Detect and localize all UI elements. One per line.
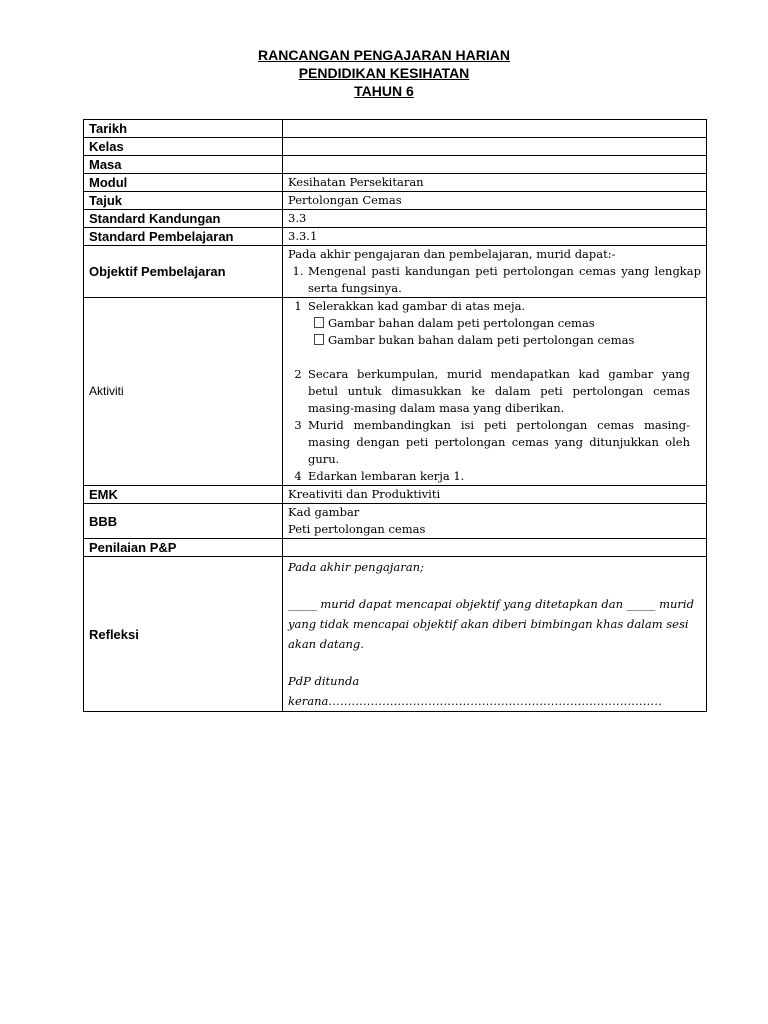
lesson-plan-table: [83, 119, 707, 712]
label-standard-kandungan: Standard Kandungan: [84, 210, 283, 228]
aktiviti-item-2: Secara berkumpulan, murid mendapatkan kad gambar yang betul untuk dimasukkan ke dalam peti pertolongan cemas masing-masing dalam masa yang diberikan.: [308, 367, 690, 415]
list-number: 2: [294, 367, 302, 381]
list-number: 1: [294, 299, 302, 313]
checkbox-icon: [314, 317, 324, 328]
label-modul: Modul: [84, 174, 283, 192]
label-tajuk: Tajuk: [84, 192, 283, 210]
value-bbb: [283, 504, 707, 539]
list-number: 4: [294, 469, 302, 483]
label-standard-pembelajaran: Standard Pembelajaran: [84, 228, 283, 246]
list-item: [288, 298, 690, 315]
label-penilaian: Penilaian P&P: [84, 539, 283, 557]
value-kelas[interactable]: [283, 138, 707, 156]
spacer: [288, 654, 701, 671]
list-item: [288, 468, 690, 485]
label-refleksi: Refleksi: [84, 557, 283, 712]
value-modul: Kesihatan Persekitaran: [283, 174, 707, 192]
aktiviti-subitem-2: [288, 332, 690, 349]
value-objektif: [283, 246, 707, 298]
label-tarikh: Tarikh: [84, 120, 283, 138]
document-header: [0, 46, 768, 100]
objektif-list: [288, 263, 701, 297]
bbb-line-2: Peti pertolongan cemas: [288, 522, 426, 536]
aktiviti-item-4: Edarkan lembaran kerja 1.: [308, 469, 465, 483]
value-penilaian[interactable]: [283, 539, 707, 557]
row-bbb: [84, 504, 707, 539]
label-bbb: BBB: [84, 504, 283, 539]
row-emk: [84, 486, 707, 504]
subitem-text: Gambar bahan dalam peti pertolongan cemas: [328, 316, 595, 330]
aktiviti-list: [288, 298, 690, 315]
row-modul: [84, 174, 707, 192]
aktiviti-list-cont: [288, 366, 690, 485]
objektif-item-1: Mengenal pasti kandungan peti pertolongan cemas yang lengkap serta fungsinya.: [308, 264, 701, 295]
value-refleksi[interactable]: [283, 557, 707, 712]
row-aktiviti: [84, 298, 707, 486]
list-item: [288, 263, 701, 297]
objektif-intro: Pada akhir pengajaran dan pembelajaran, murid dapat:-: [288, 247, 616, 261]
row-tarikh: [84, 120, 707, 138]
label-aktiviti: Aktiviti: [84, 298, 283, 486]
aktiviti-item-3: Murid membandingkan isi peti pertolongan cemas masing-masing dengan peti pertolongan cemas yang ditunjukkan oleh guru.: [308, 418, 690, 466]
value-tarikh[interactable]: [283, 120, 707, 138]
label-objektif: Objektif Pembelajaran: [84, 246, 283, 298]
row-penilaian: [84, 539, 707, 557]
row-kelas: [84, 138, 707, 156]
label-kelas: Kelas: [84, 138, 283, 156]
value-aktiviti: [283, 298, 707, 486]
row-standard-kandungan: [84, 210, 707, 228]
value-emk: Kreativiti dan Produktiviti: [283, 486, 707, 504]
row-refleksi: [84, 557, 707, 712]
value-standard-kandungan: 3.3: [283, 210, 707, 228]
header-subject: PENDIDIKAN KESIHATAN: [298, 65, 470, 81]
list-number: 1.: [292, 264, 304, 278]
header-year: TAHUN 6: [354, 83, 414, 99]
list-item: [288, 366, 690, 417]
list-number: 3: [294, 418, 302, 432]
list-item: [288, 417, 690, 468]
label-masa: Masa: [84, 156, 283, 174]
subitem-text: Gambar bukan bahan dalam peti pertolongan cemas: [328, 333, 635, 347]
refleksi-line-3: PdP ditunda: [288, 674, 360, 688]
row-tajuk: [84, 192, 707, 210]
bbb-line-1: Kad gambar: [288, 505, 360, 519]
spacer: [288, 577, 701, 594]
value-tajuk: Pertolongan Cemas: [283, 192, 707, 210]
refleksi-line-1: Pada akhir pengajaran;: [288, 560, 424, 574]
row-objektif: [84, 246, 707, 298]
aktiviti-item-1: Selerakkan kad gambar di atas meja.: [308, 299, 526, 313]
row-standard-pembelajaran: [84, 228, 707, 246]
value-masa[interactable]: [283, 156, 707, 174]
checkbox-icon: [314, 334, 324, 345]
value-standard-pembelajaran: 3.3.1: [283, 228, 707, 246]
row-masa: [84, 156, 707, 174]
header-title: RANCANGAN PENGAJARAN HARIAN: [257, 47, 510, 63]
spacer: [288, 349, 690, 366]
refleksi-line-4: kerana……………………………………………………………………………: [288, 694, 662, 708]
label-emk: EMK: [84, 486, 283, 504]
refleksi-line-2: _____ murid dapat mencapai objektif yang ditetapkan dan _____ murid yang tidak mencapai objektif akan diberi bimbingan khas dalam sesi akan datang.: [288, 597, 694, 651]
aktiviti-subitem-1: [288, 315, 690, 332]
